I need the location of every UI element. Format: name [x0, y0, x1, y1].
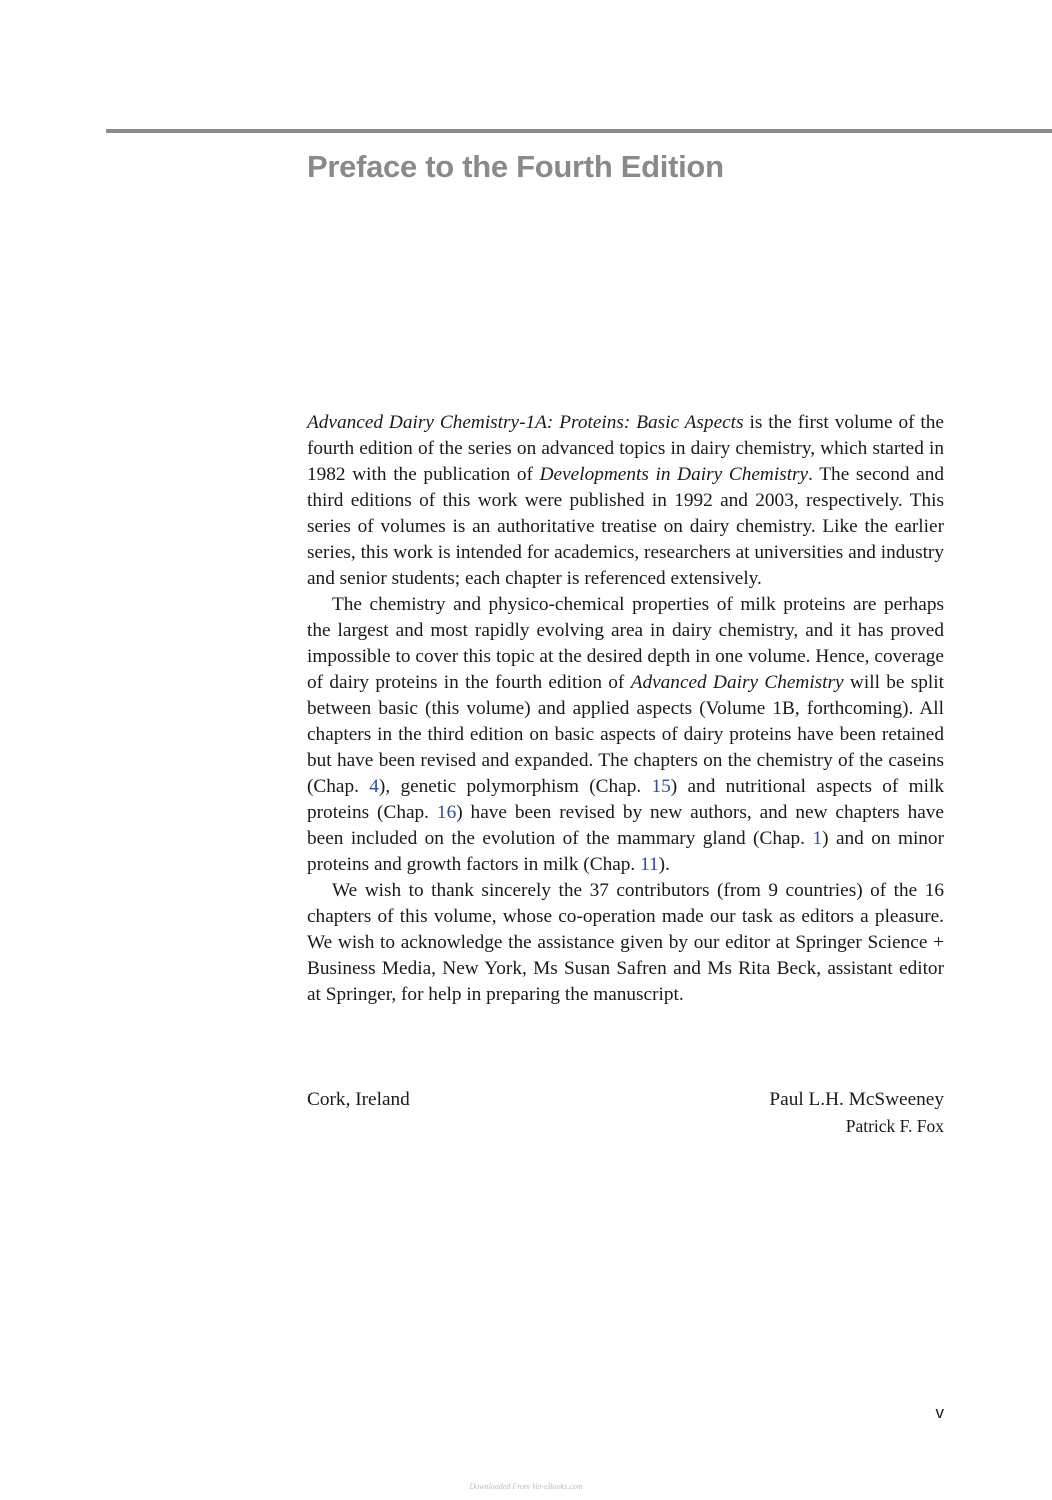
editor-name-2: Patrick F. Fox — [845, 1116, 944, 1136]
paragraph-2-text-b: will be split between basic (this volume) and applied aspects (Volume 1B, forthcoming). All chapters in the third edition on basic aspects of dairy proteins have been retained but have been revised and expanded. The chapters on the chemistry of the caseins (Chap. — [307, 672, 944, 797]
paragraph-3: We wish to thank sincerely the 37 contributors (from 9 countries) of the 16 chapters of this volume, whose co-operation made our task as editors a pleasure. We wish to acknowledge the assistance given by our editor at Springer Science + Business Media, New York, Ms Susan Safren and Ms Rita Beck, assistant editor at Springer, for help in preparing the manuscript. — [307, 880, 944, 1005]
download-watermark: Downloaded From Vet-eBooks.com — [469, 1482, 583, 1491]
chapter-link-nutrition[interactable]: 16 — [436, 802, 457, 823]
series-title: Advanced Dairy Chemistry — [630, 672, 844, 693]
editor-name-1: Paul L.H. McSweeney — [769, 1089, 944, 1110]
paragraph-1-text-b: . The second and third editions of this work were published in 1992 and 2003, respectively. This series of volumes is an authoritative treatise on dairy chemistry. Like the earlier series, this work is intended for academics, researchers at universities and industry and senior students; each chapter is referenced extensively. — [307, 464, 944, 589]
paragraph-2-text-c: ), genetic polymorphism (Chap. — [378, 776, 652, 797]
page-number: v — [935, 1403, 944, 1422]
signature-names — [769, 1087, 944, 1139]
chapter-link-polymorphism[interactable]: 15 — [651, 776, 671, 797]
paragraph-2-text-f: ) and on minor proteins and growth factors in milk (Chap. — [307, 828, 944, 875]
chapter-link-mammary[interactable]: 1 — [812, 828, 823, 849]
chapter-link-caseins[interactable]: 4 — [369, 776, 379, 797]
chapter-link-minor-proteins[interactable]: 11 — [640, 854, 659, 875]
signature-place: Cork, Ireland — [307, 1089, 410, 1110]
paragraph-2-text-e: ) have been revised by new authors, and new chapters have been included on the evolution of the mammary gland (Chap. — [307, 802, 944, 849]
paragraph-2-text-a: The chemistry and physico-chemical properties of milk proteins are perhaps the largest and most rapidly evolving area in dairy chemistry, and it has proved impossible to cover this topic at the desired depth in one volume. Hence, coverage of dairy proteins in the fourth edition of — [307, 594, 944, 693]
earlier-series-title: Developments in Dairy Chemistry — [539, 464, 809, 485]
paragraph-2-text-g: ). — [658, 854, 670, 875]
paragraph-2-text-d: ) and nutritional aspects of milk proteins (Chap. — [307, 776, 945, 823]
paragraph-1-text-a: is the first volume of the fourth edition of the series on advanced topics in dairy chemistry, which started in 1982 with the publication of — [307, 412, 944, 485]
paragraph-1 — [307, 410, 944, 592]
book-title: Advanced Dairy Chemistry-1A: Proteins: Basic Aspects — [307, 412, 744, 433]
header-rule — [106, 129, 1052, 133]
paragraph-2 — [307, 592, 944, 878]
preface-body — [307, 410, 944, 1008]
page-title: Preface to the Fourth Edition — [307, 149, 724, 184]
